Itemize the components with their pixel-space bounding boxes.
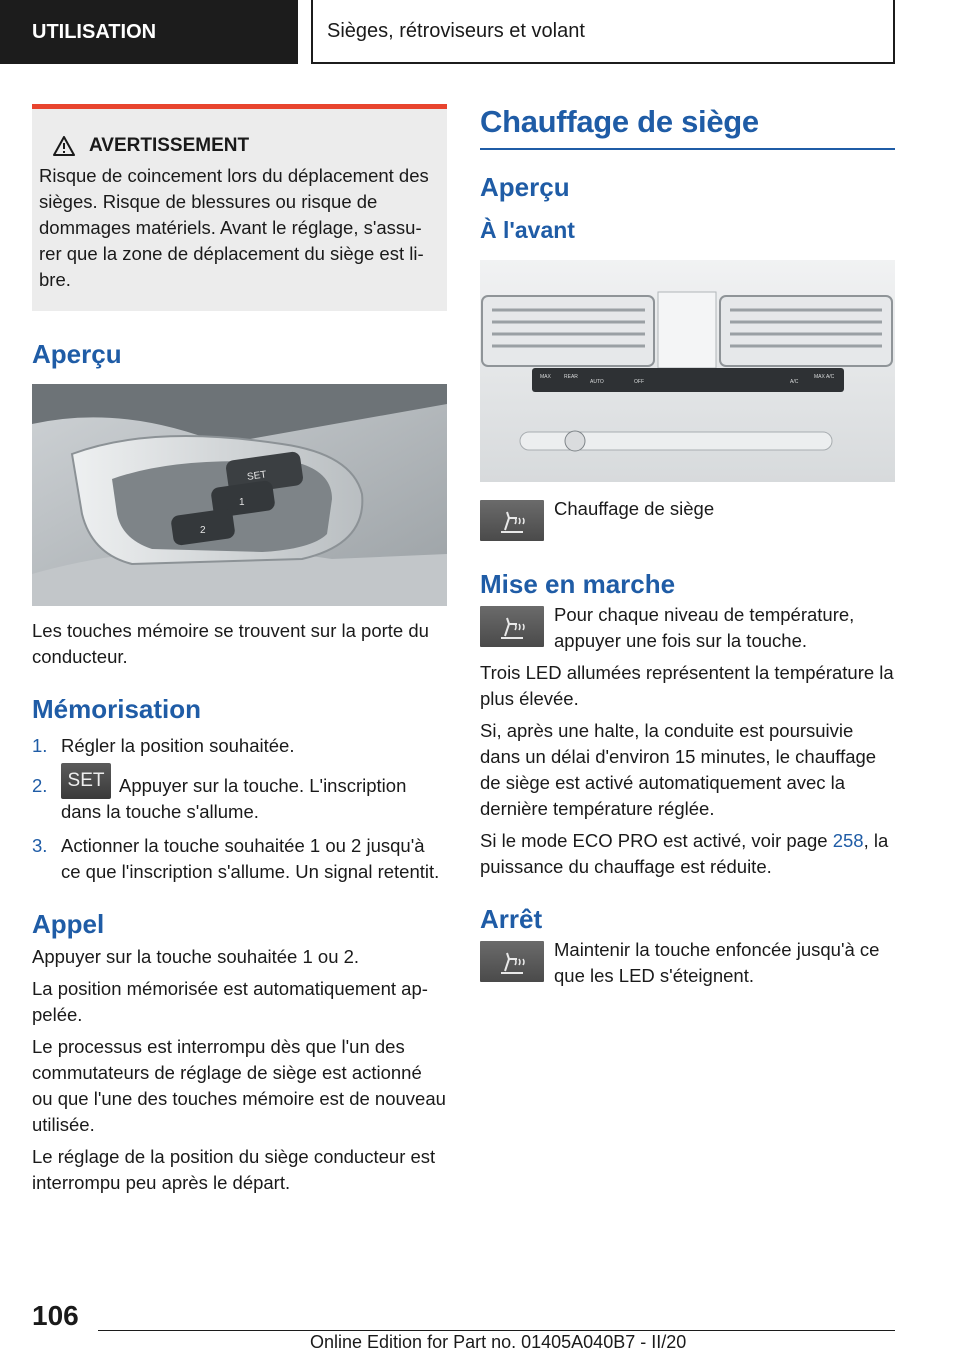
seat-heating-icon [480, 500, 544, 541]
overview-heading-right: Aperçu [480, 172, 570, 202]
step-number: 2. [32, 775, 48, 796]
photo-caption: Les touches mémoire se trouvent sur la porte du conducteur. [32, 620, 429, 667]
eco-text: Si le mode ECO PRO est activé, voir page [480, 830, 833, 851]
seat-heating-icon-row [480, 500, 895, 541]
on-icon-row [480, 606, 895, 654]
resume-paragraph: Si, après une halte, la conduite est poursuivie dans un délai d'environ 15 minutes, le chauffage de siège est activé automatiquement avec la dernière température réglée. [480, 720, 877, 819]
mise-en-marche-heading: Mise en marche [480, 569, 676, 599]
warning-text: Risque de coincement lors du déplacement des sièges. Risque de blessures ou risque de dommages matériels. Avant le réglage, s'assurer que la zone de déplacement du siège est libre. [39, 165, 429, 290]
warning-box [32, 104, 447, 311]
page-number: 106 [32, 1300, 79, 1331]
appel-paragraph: Appuyer sur la touche souhaitée 1 ou 2. [32, 946, 360, 967]
header-section [0, 0, 298, 64]
panel-label-max-ac: MAX A/C [814, 374, 835, 380]
edition-text: Online Edition for Part no. 01405A040B7 - II/20 [310, 1332, 687, 1352]
step-text: Appuyer sur la touche. L'inscription dans la touche s'allume. [61, 775, 407, 822]
photo-label-2: 2 [200, 525, 206, 536]
seat-heating-icon [480, 606, 544, 647]
step-item [32, 733, 447, 759]
header-chapter [311, 0, 895, 64]
door-memory-buttons-photo [32, 384, 447, 606]
photo-label-1: 1 [239, 497, 245, 508]
section-main-title: Chauffage de siège [480, 104, 759, 139]
warning-title-text: AVERTISSEMENT [89, 135, 250, 156]
on-instruction: Pour chaque niveau de température, appuyer une fois sur la touche. [554, 604, 855, 651]
warning-triangle-icon [53, 136, 75, 156]
step-number: 3. [32, 835, 48, 856]
photo-label-set: SET [246, 469, 268, 483]
off-instruction: Maintenir la touche enfoncée jusqu'à ce que les LED s'éteignent. [554, 939, 880, 986]
appel-paragraph: Le processus est interrompu dès que l'un des commutateurs de réglage de siège est actionné ou que l'une des touches mémoire est de nouveau utilisée. [32, 1036, 446, 1135]
step-text: Régler la position souhaitée. [61, 735, 295, 756]
front-heading: À l'avant [480, 217, 575, 243]
memorisation-heading: Mémorisation [32, 694, 202, 724]
panel-label-max: MAX [540, 374, 551, 380]
panel-label-ac: A/C [790, 379, 799, 385]
dashboard-climate-panel-photo [480, 260, 895, 482]
step-item [32, 770, 447, 825]
footer-rule [98, 1330, 895, 1331]
appel-paragraph: Le réglage de la position du siège conducteur est interrompu peu après le départ. [32, 1146, 436, 1193]
step-item [32, 833, 447, 885]
panel-label-off: OFF [634, 379, 644, 385]
appel-heading: Appel [32, 909, 105, 939]
right-column [480, 104, 895, 989]
appel-paragraph: La position mémorisée est automatiquement appelée. [32, 978, 428, 1025]
arret-heading: Arrêt [480, 904, 543, 934]
step-text: Actionner la touche souhaitée 1 ou 2 jusqu'à ce que l'inscription s'allume. Un signal retentit. [61, 835, 440, 882]
panel-label-auto: AUTO [590, 379, 604, 385]
step-number: 1. [32, 735, 48, 756]
led-paragraph: Trois LED allumées représentent la température la plus élevée. [480, 662, 894, 709]
seat-heating-icon [480, 941, 544, 982]
seat-heating-caption: Chauffage de siège [554, 498, 715, 519]
warning-title [39, 135, 437, 157]
panel-label-rear: REAR [564, 374, 578, 380]
off-icon-row [480, 941, 895, 989]
page-258-link[interactable]: 258 [832, 830, 864, 851]
step-text-with-button [61, 770, 447, 825]
memorisation-steps [32, 733, 447, 885]
title-rule [480, 148, 895, 150]
left-column [32, 104, 447, 1196]
eco-pro-paragraph [480, 828, 895, 880]
chapter-title: Sièges, rétroviseurs et volant [327, 19, 585, 42]
overview-heading: Aperçu [32, 339, 122, 369]
set-button-icon: SET [61, 763, 111, 799]
eco-text: , la puissance du chauffage est réduite. [480, 830, 889, 877]
section-title: UTILISATION [32, 20, 157, 43]
